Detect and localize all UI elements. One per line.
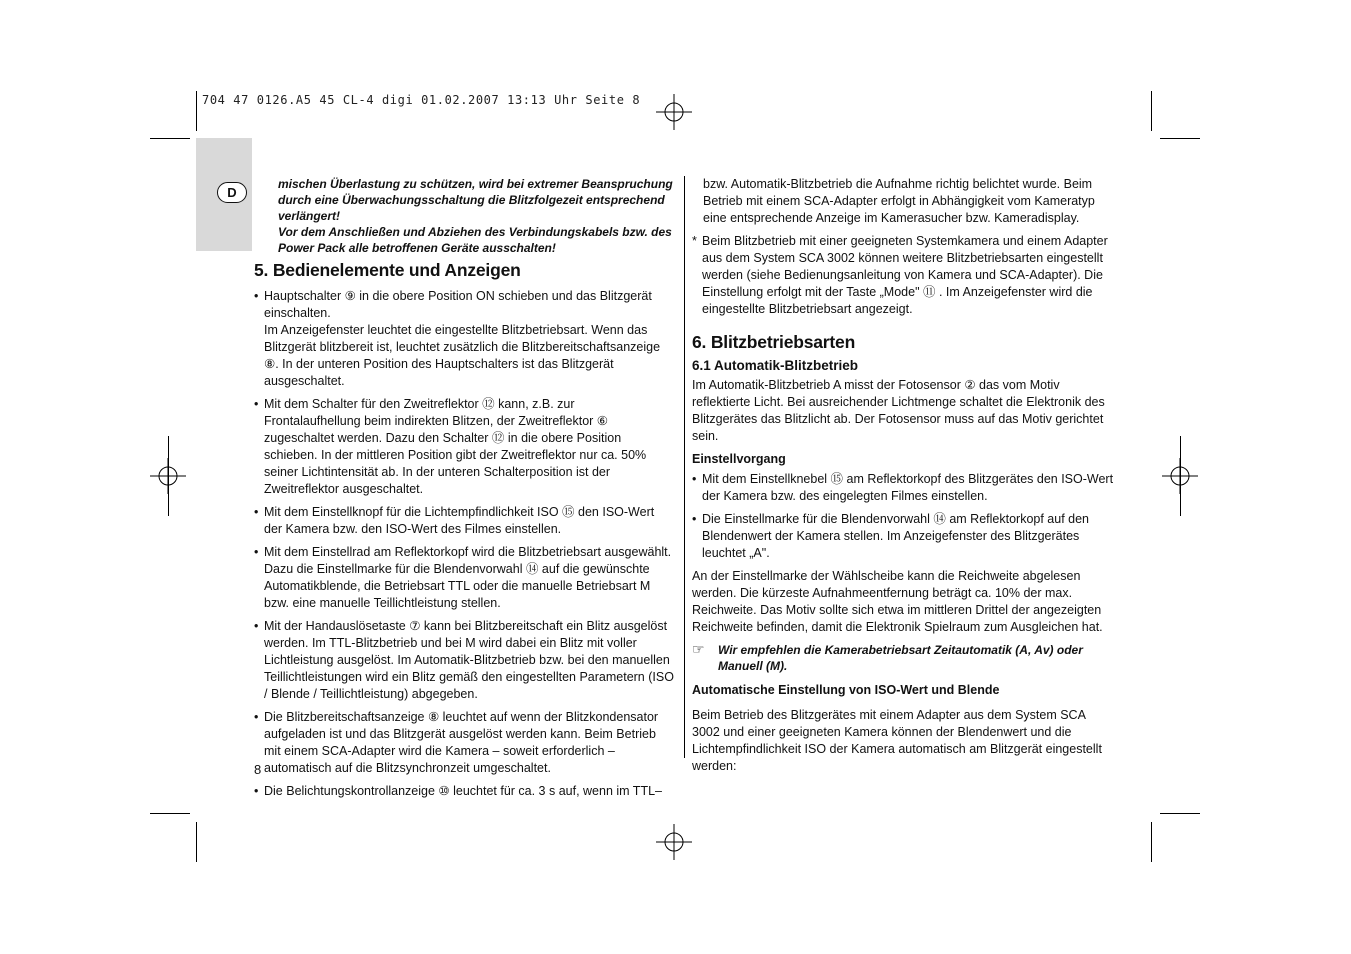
registration-mark-icon bbox=[656, 824, 692, 860]
crop-mark bbox=[1160, 138, 1200, 139]
language-badge: D bbox=[217, 182, 247, 203]
column-divider bbox=[684, 176, 685, 758]
crop-mark bbox=[196, 822, 197, 862]
footnote-text: Beim Blitzbetrieb mit einer geeigneten Systemkamera und einem Adapter aus dem System SCA 3002 können weitere Blitzbetriebsarten eingestellt werden (siehe Bedienungsanleitung von Kamera und SCA-Adapter). Die Einstellung erfolgt mit der Taste „Mode" ⑪ . Im Anzeigefenster wird die eingestellte Blitzbetriebsart angezeigt. bbox=[702, 234, 1108, 316]
tip bbox=[692, 642, 1116, 674]
warning-text: mischen Überlastung zu schützen, wird bei extremer Beanspruchung durch eine Überwachungsschaltung die Blitzfolgezeit entsprechend verlängert! bbox=[278, 177, 673, 223]
section-title: 6. Blitzbetriebsarten bbox=[692, 332, 856, 352]
auto-setting-title: Automatische Einstellung von ISO-Wert und Blende bbox=[692, 683, 1000, 697]
list-item: • Die Einstellmarke für die Blendenvorwahl ⑭ am Reflektorkopf auf den Blendenwert der Kamera stellen. Im Anzeigefenster des Blitzgerätes leuchtet „A". bbox=[692, 511, 1116, 562]
crop-mark bbox=[196, 91, 197, 131]
registration-line bbox=[1180, 436, 1181, 516]
footnote bbox=[692, 233, 1116, 318]
list-item: • Mit dem Einstellknopf für die Lichtempfindlichkeit ISO ⑮ den ISO-Wert der Kamera bzw. den ISO-Wert des Filmes einstellen. bbox=[254, 504, 674, 538]
crop-mark bbox=[150, 138, 190, 139]
procedure-title: Einstellvorgang bbox=[692, 452, 786, 466]
list-item: • Mit dem Schalter für den Zweitreflektor ⑫ kann, z.B. zur Frontalaufhellung beim indirekten Blitzen, der Zweitreflektor ⑥ zugeschaltet werden. Dazu den Schalter ⑫ in die obere Position schieben. In der mittleren Position gibt der Zweitreflektor nur ca. 50% seiner Lichtintensität ab. In der unteren Schalterposition ist der Zweitreflektor ausgeschaltet. bbox=[254, 396, 674, 498]
registration-mark-icon bbox=[656, 94, 692, 130]
right-column bbox=[692, 176, 1116, 781]
registration-line bbox=[168, 436, 169, 516]
continuation-text: bzw. Automatik-Blitzbetrieb die Aufnahme richtig belichtet wurde. Beim Betrieb mit einem SCA-Adapter erfolgt in Abhängigkeit vom Kameratyp eine entsprechende Anzeige im Kamerasucher bzw. Kameradisplay. bbox=[703, 177, 1095, 225]
list-item: • Die Blitzbereitschaftsanzeige ⑧ leuchtet auf wenn der Blitzkondensator aufgeladen ist und das Blitzgerät ausgelöst werden kann. Beim Betrieb mit einem SCA-Adapter wird die Kamera – soweit erforderlich – automatisch auf die Blitzsynchronzeit umgeschaltet. bbox=[254, 709, 674, 777]
left-column bbox=[254, 176, 674, 806]
crop-mark bbox=[1160, 813, 1200, 814]
crop-mark bbox=[150, 813, 190, 814]
paragraph: An der Einstellmarke der Wählscheibe kann die Reichweite abgelesen werden. Die kürzeste Aufnahmeentfernung beträgt ca. 10% der max. Reichweite. Das Motiv sollte sich etwa im mittleren Drittel der angezeigten Reichweite befinden, damit die Elektronik Spielraum zum Ausgleichen hat. bbox=[692, 569, 1103, 634]
pointing-hand-icon: ☞ bbox=[692, 641, 705, 657]
print-slug: 704 47 0126.A5 45 CL-4 digi 01.02.2007 13:13 Uhr Seite 8 bbox=[202, 93, 641, 107]
list-item: • Die Belichtungskontrollanzeige ⑩ leuchtet für ca. 3 s auf, wenn im TTL– bbox=[254, 783, 674, 800]
tip-text: Wir empfehlen die Kamerabetriebsart Zeitautomatik (A, Av) oder Manuell (M). bbox=[718, 643, 1083, 673]
subsection-title: 6.1 Automatik-Blitzbetrieb bbox=[692, 358, 859, 373]
paragraph: Im Automatik-Blitzbetrieb A misst der Fotosensor ② das vom Motiv reflektierte Licht. Bei ausreichender Lichtmenge schaltet die Elektronik des Blitzgerätes das Blitzlicht ab. Der Fotosensor muss auf das Motiv gerichtet sein. bbox=[692, 378, 1105, 443]
footnote-star: * bbox=[692, 234, 697, 248]
warning-text: Vor dem Anschließen und Abziehen des Verbindungskabels bzw. des Power Pack alle betroffenen Geräte ausschalten! bbox=[278, 225, 672, 255]
paragraph: Beim Betrieb des Blitzgerätes mit einem Adapter aus dem System SCA 3002 und einer geeigneten Kamera können der Blendenwert und die Lichtempfindlichkeit ISO der Kamera automatisch am Blitzgerät eingestellt werden: bbox=[692, 708, 1102, 773]
list-item bbox=[254, 288, 674, 390]
page-number: 8 bbox=[254, 762, 262, 777]
procedure-list bbox=[692, 471, 1116, 562]
list-item: • Mit dem Einstellknebel ⑮ am Reflektorkopf des Blitzgerätes den ISO-Wert der Kamera bzw. des eingelegten Filmes einstellen. bbox=[692, 471, 1116, 505]
list-item: • Mit dem Einstellrad am Reflektorkopf wird die Blitzbetriebsart ausgewählt. Dazu die Einstellmarke für die Blendenvorwahl ⑭ auf die gewünschte Automatikblende, die Betriebsart TTL oder die manuelle Betriebsart M bzw. eine manuelle Teillichtleistung stellen. bbox=[254, 544, 674, 612]
list-item: • Mit der Handauslösetaste ⑦ kann bei Blitzbereitschaft ein Blitz ausgelöst werden. Im TTL-Blitzbetrieb und bei M wird dabei ein Blitz mit voller Lichtleistung ausgelöst. Im Automatik-Blitzbetrieb bzw. bei den manuellen Teillichtleistungen wird ein Blitz gemäß den eingestellten Parametern (ISO / Blende / Teillichtleistung) abgegeben. bbox=[254, 618, 674, 703]
list-item-text: Hauptschalter ⑨ in die obere Position ON schieben und das Blitzgerät einschalten. bbox=[264, 289, 652, 320]
crop-mark bbox=[1151, 822, 1152, 862]
crop-mark bbox=[1151, 91, 1152, 131]
list-item-text: Im Anzeigefenster leuchtet die eingestellte Blitzbetriebsart. Wenn das Blitzgerät blitzbereit ist, leuchtet zusätzlich die Blitzbereitschaftsanzeige ⑧. In der unteren Position des Hauptschalters ist das Blitzgerät ausgeschaltet. bbox=[264, 323, 661, 388]
section-title: 5. Bedienelemente und Anzeigen bbox=[254, 260, 521, 280]
controls-list bbox=[254, 288, 674, 800]
